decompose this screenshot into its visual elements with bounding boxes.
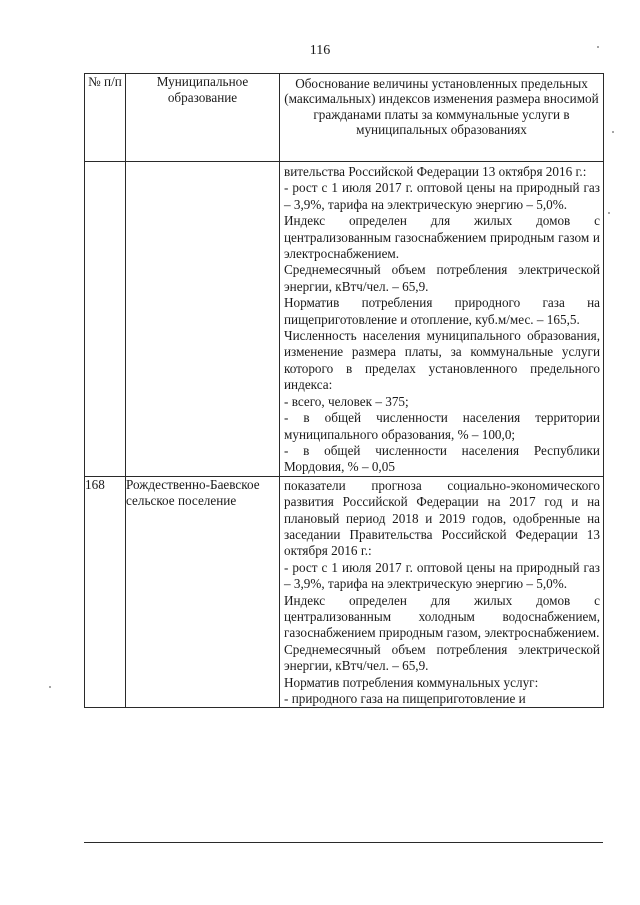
table-row xyxy=(85,162,604,477)
scan-speck xyxy=(612,131,614,133)
row-number xyxy=(85,162,126,477)
row-number: 168 xyxy=(85,476,126,708)
header-number-column: № п/п xyxy=(85,74,126,162)
row-justification xyxy=(280,476,604,708)
header-municipality-column: Муниципальное образование xyxy=(126,74,280,162)
justification-paragraph: показатели прогноза социально-экономического развития Российской Федерации на 2017 год и на плановый период 2018 и 2019 годов, одобренные на заседании Правительства Российской Федерации 13 октября 2016 г.: xyxy=(284,477,600,559)
justification-paragraph: Индекс определен для жилых домов с централизованным газоснабжением природным газом и электроснабжением. xyxy=(284,213,600,262)
justification-paragraph: Среднемесячный объем потребления электрической энергии, кВтч/чел. – 65,9. xyxy=(284,641,600,674)
justification-paragraph: - природного газа на пищеприготовление и xyxy=(284,691,526,706)
justification-paragraph: Среднемесячный объем потребления электрической энергии, кВтч/чел. – 65,9. xyxy=(284,262,600,294)
row-justification xyxy=(280,162,604,477)
header-justification-column: Обоснование величины установленных предельных (максимальных) индексов изменения размера вносимой гражданами платы за коммунальные услуги в муниципальных образованиях xyxy=(280,74,604,162)
page-number: 116 xyxy=(309,43,331,58)
justification-paragraph: Норматив потребления природного газа на пищеприготовление и отопление, куб.м/мес. – 165,5. xyxy=(284,295,600,327)
table-row xyxy=(85,476,604,708)
justification-paragraph: Численность населения муниципального образования, изменение размера платы, за коммунальные услуги которого в пределах установленного предельного индекса: xyxy=(284,328,600,393)
table-bottom-border xyxy=(84,842,603,843)
justification-paragraph: - рост с 1 июля 2017 г. оптовой цены на природный газ – 3,9%, тарифа на электрическую энергию – 5,0%. xyxy=(284,559,600,592)
justification-paragraph: - рост с 1 июля 2017 г. оптовой цены на природный газ – 3,9%, тарифа на электрическую энергию – 5,0%. xyxy=(284,180,600,212)
row-municipality: Рождественно-Баевское сельское поселение xyxy=(126,476,280,708)
scan-speck xyxy=(608,212,610,214)
justification-paragraph: - всего, человек – 375; xyxy=(284,393,409,409)
justification-paragraph: - в общей численности населения территории муниципального образования, % – 100,0; xyxy=(284,410,600,442)
page-bottom-margin xyxy=(0,843,640,905)
row-municipality xyxy=(126,162,280,477)
scan-speck xyxy=(49,686,51,688)
justification-paragraph: вительства Российской Федерации 13 октября 2016 г.: xyxy=(284,164,587,179)
table-header-row xyxy=(85,74,604,162)
justification-table xyxy=(84,73,604,708)
justification-paragraph: Норматив потребления коммунальных услуг: xyxy=(284,674,539,690)
justification-paragraph: Индекс определен для жилых домов с централизованным холодным водоснабжением, газоснабжением природным газом, электроснабжением. xyxy=(284,592,600,641)
justification-paragraph: - в общей численности населения Республики Мордовия, % – 0,05 xyxy=(284,442,600,475)
scan-speck xyxy=(597,46,599,48)
